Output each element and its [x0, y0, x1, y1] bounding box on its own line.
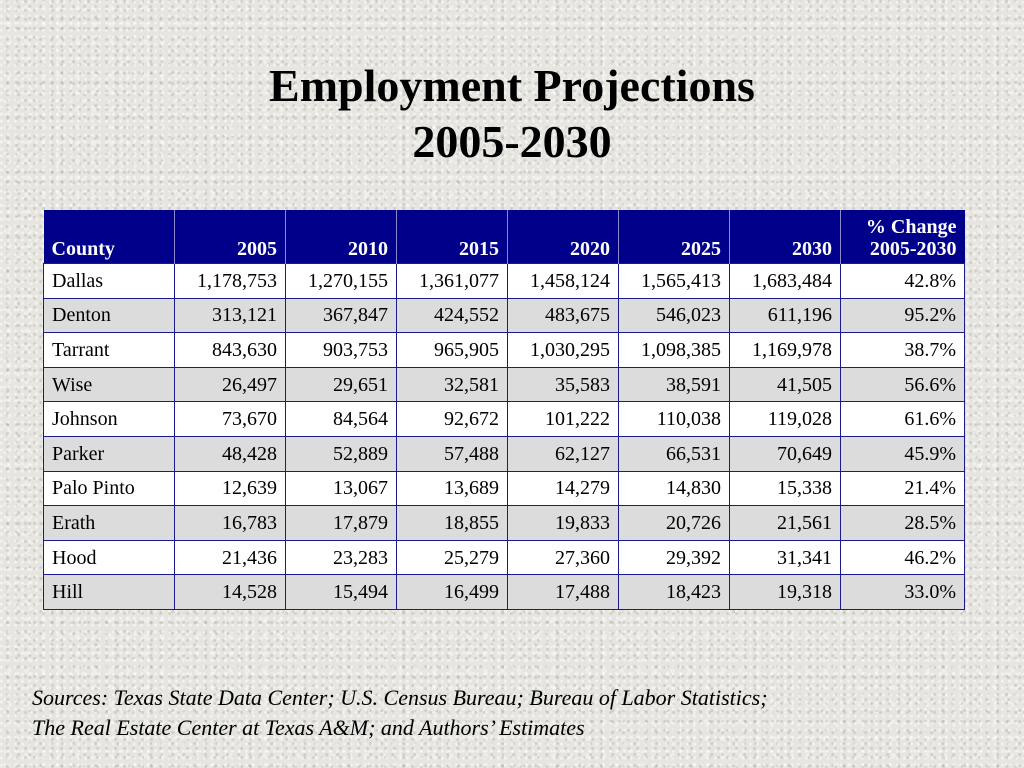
- cell-2010: 17,879: [286, 506, 397, 541]
- title-line-2: 2005-2030: [412, 116, 612, 167]
- cell-2025: 110,038: [619, 402, 730, 437]
- cell-2030: 1,683,484: [730, 264, 841, 299]
- cell-2025: 14,830: [619, 471, 730, 506]
- cell-2015: 57,488: [397, 436, 508, 471]
- cell-pct-change: 38.7%: [841, 333, 965, 368]
- cell-2005: 26,497: [175, 367, 286, 402]
- table-row: [44, 436, 965, 471]
- cell-2005: 21,436: [175, 540, 286, 575]
- header-pct-line-1: % Change: [865, 216, 957, 238]
- cell-2020: 1,030,295: [508, 333, 619, 368]
- cell-2025: 29,392: [619, 540, 730, 575]
- cell-2015: 25,279: [397, 540, 508, 575]
- cell-2015: 18,855: [397, 506, 508, 541]
- table-header: [44, 210, 965, 264]
- cell-2005: 73,670: [175, 402, 286, 437]
- sources-line-2: The Real Estate Center at Texas A&M; and Authors’ Estimates: [32, 715, 585, 740]
- cell-county: Tarrant: [44, 333, 175, 368]
- cell-2030: 41,505: [730, 367, 841, 402]
- cell-2020: 483,675: [508, 298, 619, 333]
- cell-county: Palo Pinto: [44, 471, 175, 506]
- cell-county: Hill: [44, 575, 175, 610]
- cell-2015: 965,905: [397, 333, 508, 368]
- cell-2030: 611,196: [730, 298, 841, 333]
- cell-2010: 13,067: [286, 471, 397, 506]
- cell-2015: 13,689: [397, 471, 508, 506]
- cell-pct-change: 21.4%: [841, 471, 965, 506]
- cell-2025: 20,726: [619, 506, 730, 541]
- cell-2010: 23,283: [286, 540, 397, 575]
- slide-title: [0, 58, 1024, 170]
- cell-pct-change: 42.8%: [841, 264, 965, 299]
- cell-2005: 1,178,753: [175, 264, 286, 299]
- cell-2025: 38,591: [619, 367, 730, 402]
- cell-2005: 14,528: [175, 575, 286, 610]
- cell-2025: 18,423: [619, 575, 730, 610]
- cell-county: Parker: [44, 436, 175, 471]
- cell-county: Dallas: [44, 264, 175, 299]
- cell-2010: 29,651: [286, 367, 397, 402]
- cell-2015: 1,361,077: [397, 264, 508, 299]
- cell-2030: 15,338: [730, 471, 841, 506]
- table-row: [44, 540, 965, 575]
- cell-county: Denton: [44, 298, 175, 333]
- table-row: [44, 471, 965, 506]
- cell-2005: 16,783: [175, 506, 286, 541]
- cell-2015: 32,581: [397, 367, 508, 402]
- cell-2020: 17,488: [508, 575, 619, 610]
- cell-2020: 27,360: [508, 540, 619, 575]
- cell-pct-change: 61.6%: [841, 402, 965, 437]
- cell-pct-change: 95.2%: [841, 298, 965, 333]
- cell-2010: 84,564: [286, 402, 397, 437]
- cell-2005: 843,630: [175, 333, 286, 368]
- sources-note: [32, 683, 768, 743]
- cell-2025: 546,023: [619, 298, 730, 333]
- cell-2030: 19,318: [730, 575, 841, 610]
- table-row: [44, 298, 965, 333]
- cell-2020: 101,222: [508, 402, 619, 437]
- table-row: [44, 367, 965, 402]
- cell-2005: 313,121: [175, 298, 286, 333]
- cell-2025: 1,098,385: [619, 333, 730, 368]
- header-2015: 2015: [397, 210, 508, 264]
- cell-2030: 1,169,978: [730, 333, 841, 368]
- cell-2025: 1,565,413: [619, 264, 730, 299]
- header-2030: 2030: [730, 210, 841, 264]
- cell-pct-change: 56.6%: [841, 367, 965, 402]
- cell-2025: 66,531: [619, 436, 730, 471]
- table-row: [44, 506, 965, 541]
- employment-table-container: [43, 210, 964, 610]
- title-line-1: Employment Projections: [269, 60, 755, 111]
- cell-county: Erath: [44, 506, 175, 541]
- cell-2030: 31,341: [730, 540, 841, 575]
- cell-pct-change: 46.2%: [841, 540, 965, 575]
- cell-2020: 1,458,124: [508, 264, 619, 299]
- cell-2020: 35,583: [508, 367, 619, 402]
- header-county: County: [44, 210, 175, 264]
- cell-2010: 903,753: [286, 333, 397, 368]
- cell-2030: 70,649: [730, 436, 841, 471]
- header-2020: 2020: [508, 210, 619, 264]
- table-body: [44, 264, 965, 610]
- cell-pct-change: 28.5%: [841, 506, 965, 541]
- cell-2005: 12,639: [175, 471, 286, 506]
- header-2005: 2005: [175, 210, 286, 264]
- cell-2020: 19,833: [508, 506, 619, 541]
- cell-2015: 424,552: [397, 298, 508, 333]
- cell-2030: 21,561: [730, 506, 841, 541]
- header-2010: 2010: [286, 210, 397, 264]
- table-row: [44, 264, 965, 299]
- table-row: [44, 575, 965, 610]
- cell-2005: 48,428: [175, 436, 286, 471]
- sources-line-1: Sources: Texas State Data Center; U.S. Census Bureau; Bureau of Labor Statistics;: [32, 685, 768, 710]
- cell-2015: 16,499: [397, 575, 508, 610]
- cell-2020: 14,279: [508, 471, 619, 506]
- cell-2010: 15,494: [286, 575, 397, 610]
- cell-2030: 119,028: [730, 402, 841, 437]
- header-pct-line-2: 2005-2030: [869, 238, 957, 260]
- cell-2020: 62,127: [508, 436, 619, 471]
- header-row: [44, 210, 965, 264]
- employment-table: [43, 210, 965, 610]
- table-row: [44, 402, 965, 437]
- header-2025: 2025: [619, 210, 730, 264]
- cell-2010: 1,270,155: [286, 264, 397, 299]
- table-row: [44, 333, 965, 368]
- cell-county: Johnson: [44, 402, 175, 437]
- cell-2015: 92,672: [397, 402, 508, 437]
- header-pct-change: [841, 210, 965, 264]
- cell-county: Wise: [44, 367, 175, 402]
- cell-2010: 367,847: [286, 298, 397, 333]
- cell-pct-change: 33.0%: [841, 575, 965, 610]
- cell-2010: 52,889: [286, 436, 397, 471]
- cell-county: Hood: [44, 540, 175, 575]
- cell-pct-change: 45.9%: [841, 436, 965, 471]
